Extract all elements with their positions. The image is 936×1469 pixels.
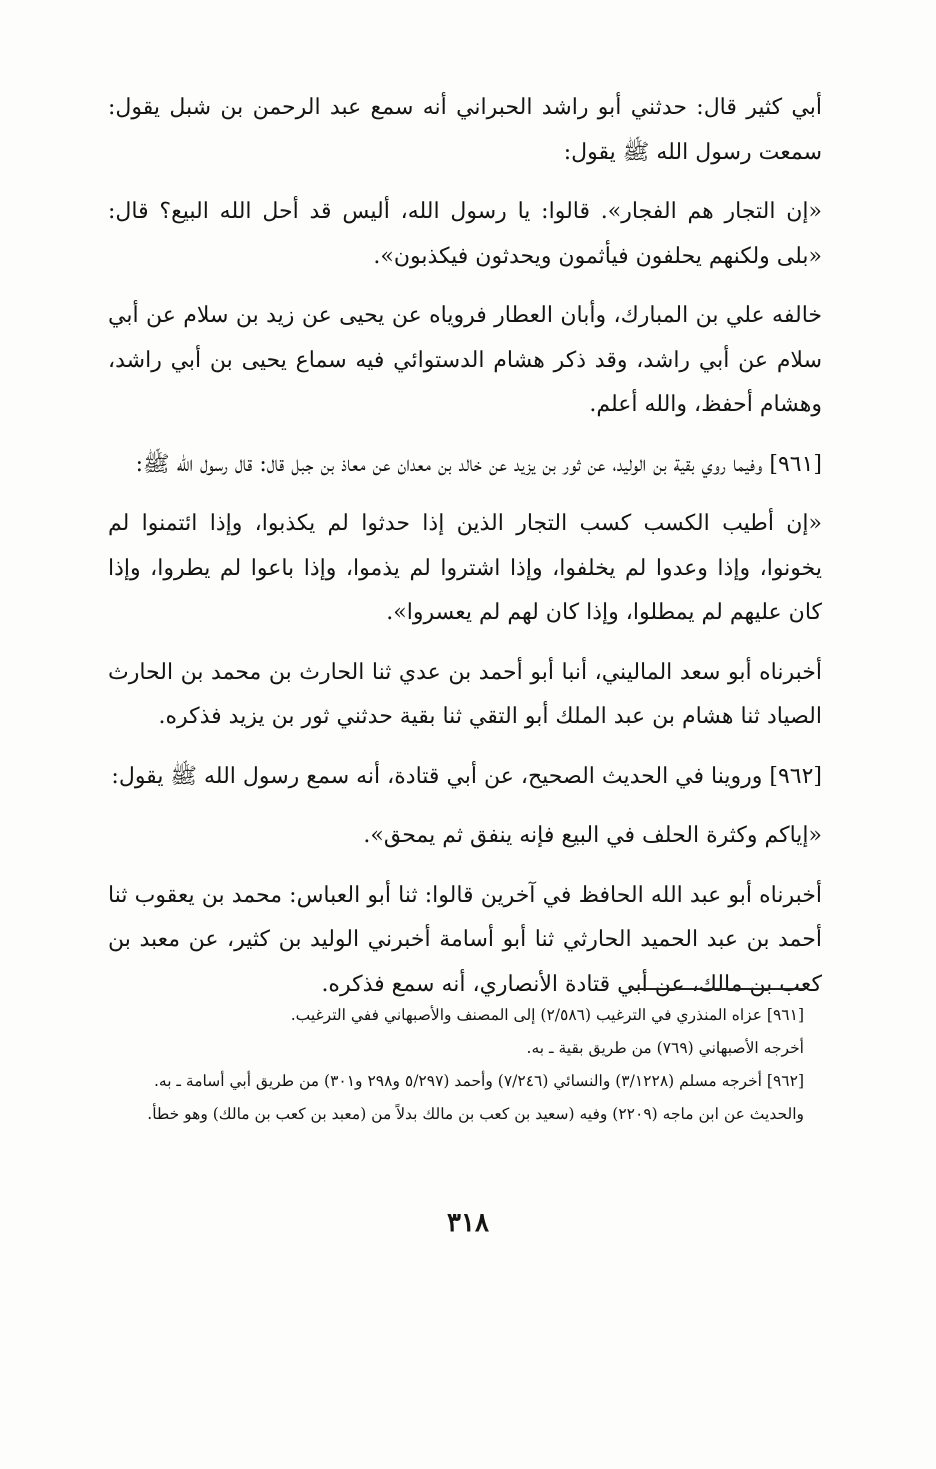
paragraph: خالفه علي بن المبارك، وأبان العطار فروياه عن يحيى عن زيد بن سلام عن أبي سلام عن أبي راشد، وقد ذكر هشام الدستوائي فيه سماع يحيى بن أبي راشد، وهشام أحفظ، والله أعلم. — [108, 303, 822, 417]
paragraph: أخبرناه أبو سعد الماليني، أنبا أبو أحمد بن عدي ثنا الحارث بن محمد بن الحارث الصياد ثنا هشام بن عبد الملك أبو التقي ثنا بقية حدثني ثور بن يزيد فذكره. — [108, 659, 822, 729]
footnote: [٩٦١] عزاه المنذري في الترغيب (٢/٥٨٦) إلى المصنف والأصبهاني ففي الترغيب. — [290, 1006, 804, 1024]
footnotes — [126, 1000, 804, 1132]
footnote: أخرجه الأصبهاني (٧٦٩) من طريق بقية ـ به. — [526, 1039, 804, 1057]
paragraph: أبي كثير قال: حدثني أبو راشد الحبراني أنه سمع عبد الرحمن بن شبل يقول: سمعت رسول الله ﷺ يقول: — [108, 95, 822, 165]
paragraph: [٩٦١] وفيما روي بقية بن الوليد، عن ثور بن يزيد عن خالد بن معدان عن معاذ بن جبل قال: قال رسول الله ﷺ: — [135, 451, 822, 477]
paragraph: [٩٦٢] وروينا في الحديث الصحيح، عن أبي قتادة، أنه سمع رسول الله ﷺ يقول: — [111, 763, 822, 789]
paragraph: «إن التجار هم الفجار». قالوا: يا رسول الله، أليس قد أحل الله البيع؟ قال: «بلى ولكنهم يحلفون فيأثمون ويحدثون فيكذبون». — [108, 199, 822, 269]
main-text — [108, 86, 822, 1022]
page-number: ٣١٨ — [447, 1208, 489, 1238]
paragraph: أخبرناه أبو عبد الله الحافظ في آخرين قالوا: ثنا أبو العباس: محمد بن يعقوب ثنا أحمد بن عبد الحميد الحارثي ثنا أبو أسامة أخبرني الوليد بن كثير، عن معبد بن كعب بن مالك، عن أبي قتادة الأنصاري، أنه سمع فذكره. — [108, 882, 822, 997]
footnote: والحديث عن ابن ماجه (٢٢٠٩) وفيه (سعيد بن كعب بن مالك بدلاً من (معبد بن كعب بن مالك) وهو خطأ. — [147, 1105, 804, 1123]
footnote-separator — [632, 988, 804, 990]
paragraph: «إياكم وكثرة الحلف في البيع فإنه ينفق ثم يمحق». — [363, 823, 822, 848]
paragraph: «إن أطيب الكسب كسب التجار الذين إذا حدثوا لم يكذبوا، وإذا ائتمنوا لم يخونوا، وإذا وعدوا لم يخلفوا، وإذا اشتروا لم يذموا، وإذا باعوا لم يطروا، وإذا كان عليهم لم يمطلوا، وإذا كان لهم لم يعسروا». — [108, 511, 822, 625]
footnote: [٩٦٢] أخرجه مسلم (٣/١٢٢٨) والنسائي (٧/٢٤٦) وأحمد (٥/٢٩٧ و٢٩٨ و٣٠١) من طريق أبي أسامة ـ به. — [153, 1072, 804, 1090]
